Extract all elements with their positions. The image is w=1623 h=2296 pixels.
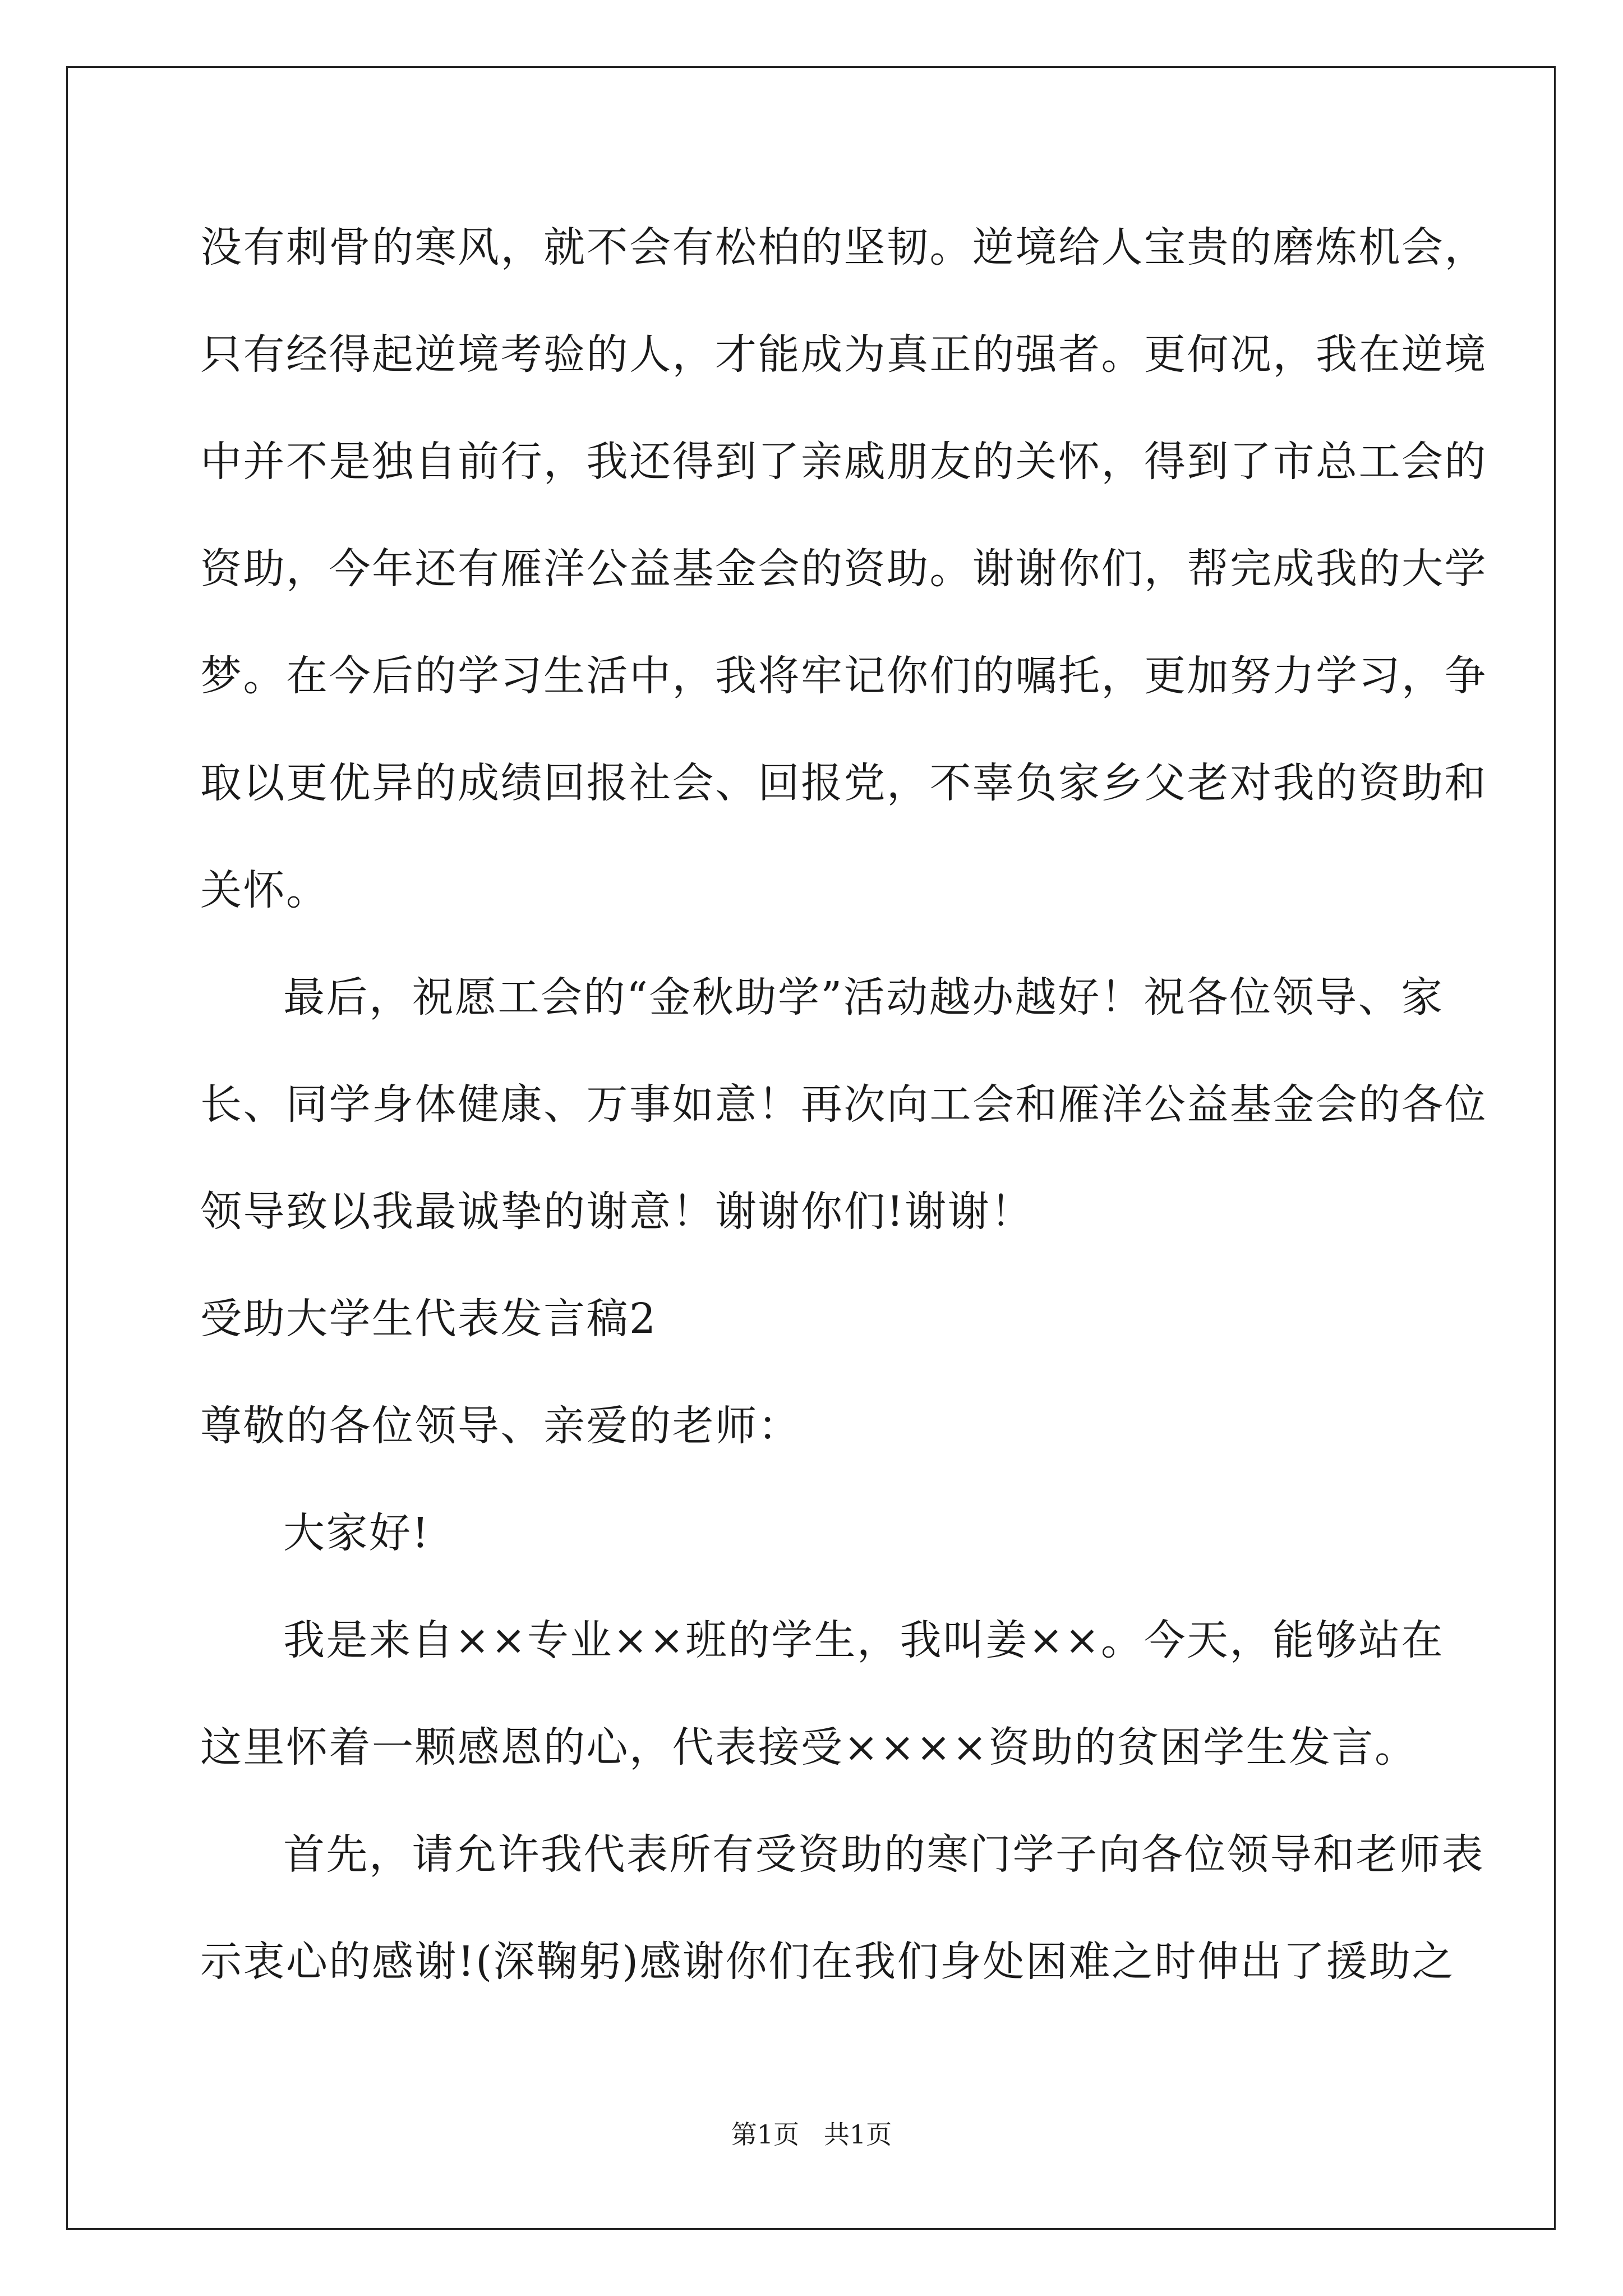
greeting: 大家好! [283,1509,430,1557]
text-line: 领导致以我最诚挚的谢意！谢谢你们!谢谢！ [200,1188,1034,1236]
text-line: 示衷心的感谢!(深鞠躬)感谢你们在我们身处困难之时伸出了援助之 [200,1938,1455,1986]
text-line: 长、同学身体健康、万事如意！再次向工会和雁洋公益基金会的各位 [200,1080,1487,1129]
text-line: 只有经得起逆境考验的人，才能成为真正的强者。更何况，我在逆境 [200,330,1487,379]
paragraph-start-line: 我是来自××专业××班的学生，我叫姜××。今天，能够站在 [283,1616,1445,1664]
text-line: 关怀。 [200,866,329,914]
document-body [200,194,1487,2016]
text-line: 取以更优异的成绩回报社会、回报党，不辜负家乡父老对我的资助和 [200,759,1487,807]
page-footer: 第1页 共1页 [731,2119,892,2150]
text-line: 资助，今年还有雁洋公益基金会的资助。谢谢你们，帮完成我的大学 [200,545,1487,593]
text-line: 没有刺骨的寒风，就不会有松柏的坚韧。逆境给人宝贵的磨炼机会， [200,223,1487,272]
text-line: 这里怀着一颗感恩的心，代表接受××××资助的贫困学生发言。 [200,1723,1418,1772]
text-line: 梦。在今后的学习生活中，我将牢记你们的嘱托，更加努力学习，争 [200,652,1487,700]
salutation: 尊敬的各位领导、亲爱的老师： [200,1402,801,1450]
paragraph-start-line: 首先，请允许我代表所有受资助的寒门学子向各位领导和老师表 [283,1830,1484,1879]
text-line: 中并不是独自前行，我还得到了亲戚朋友的关怀，得到了市总工会的 [200,438,1487,486]
section-title: 受助大学生代表发言稿2 [200,1295,657,1343]
paragraph-start-line: 最后，祝愿工会的“金秋助学”活动越办越好！祝各位领导、家 [283,973,1444,1022]
